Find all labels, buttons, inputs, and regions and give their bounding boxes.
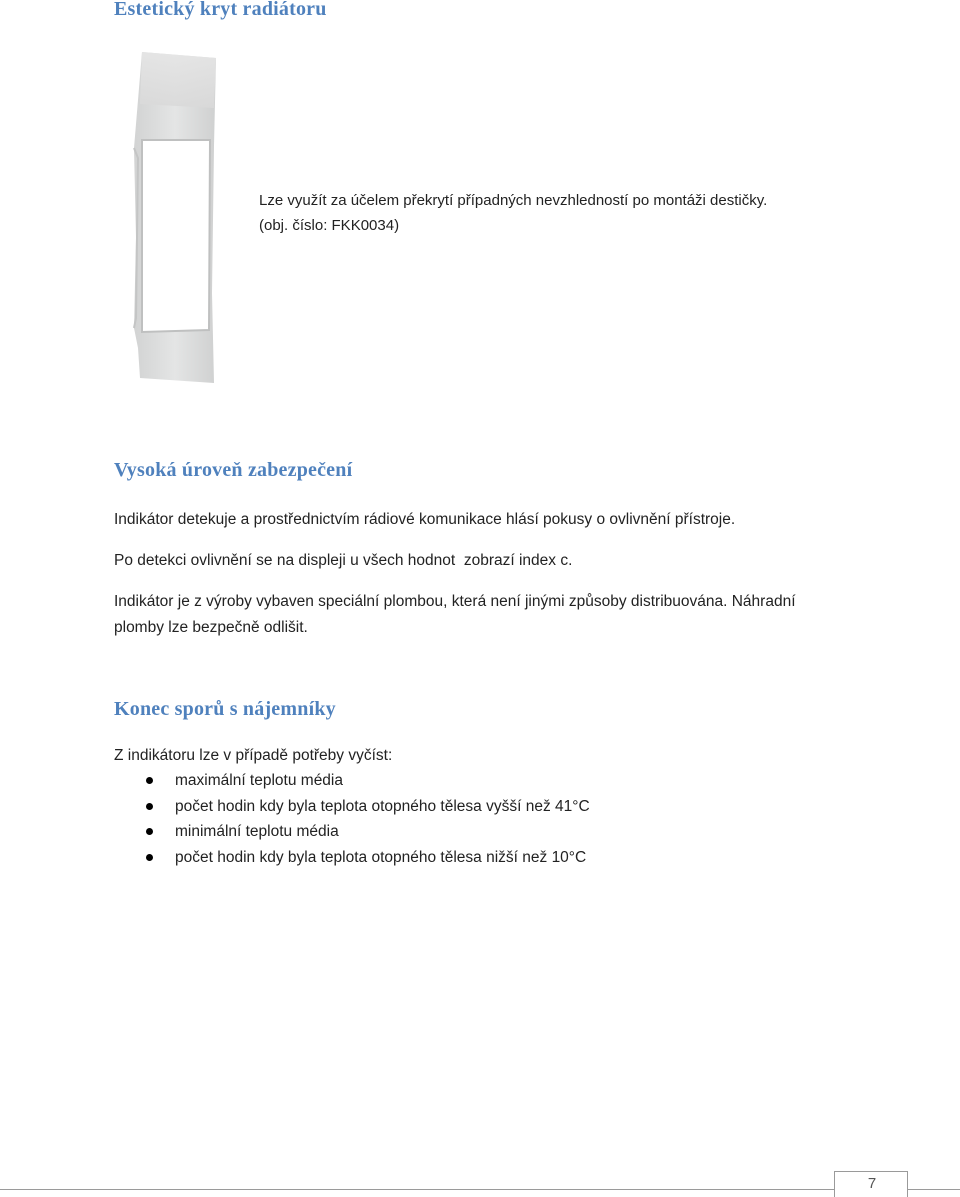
list-item: počet hodin kdy byla teplota otopného tělesa vyšší než 41°C xyxy=(114,794,590,820)
product-caption xyxy=(259,188,859,238)
tenants-intro: Z indikátoru lze v případě potřeby vyčíst: xyxy=(114,747,393,764)
radiator-cover-image xyxy=(132,48,222,386)
section-title-tenants: Konec sporů s nájemníky xyxy=(114,698,336,720)
list-item: minimální teplotu média xyxy=(114,819,590,845)
bullet-icon xyxy=(146,854,153,861)
bullet-icon xyxy=(146,803,153,810)
bullet-icon xyxy=(146,828,153,835)
bullet-icon xyxy=(146,777,153,784)
page-number: 7 xyxy=(867,1175,877,1192)
list-item: počet hodin kdy byla teplota otopného tělesa nižší než 10°C xyxy=(114,845,590,871)
footer-divider xyxy=(0,1189,960,1190)
section-title-security: Vysoká úroveň zabezpečení xyxy=(114,459,353,481)
product-caption-line1: Lze využít za účelem překrytí případných nevzhledností po montáži destičky. xyxy=(259,192,768,209)
security-paragraph-2: Po detekci ovlivnění se na displeji u všech hodnot zobrazí index c. xyxy=(114,552,573,569)
section-title-cover: Estetický kryt radiátoru xyxy=(114,0,327,20)
page-number-box xyxy=(834,1171,908,1197)
readout-list xyxy=(114,768,590,870)
security-paragraph-3: Indikátor je z výroby vybaven speciální plombou, která není jinými způsoby distribuována. Náhradní plomby lze bezpečně odlišit. xyxy=(114,593,796,636)
product-order-number: (obj. číslo: FKK0034) xyxy=(259,217,400,234)
list-item: maximální teplotu média xyxy=(114,768,590,794)
security-paragraph-1: Indikátor detekuje a prostřednictvím rádiové komunikace hlásí pokusy o ovlivnění přístroje. xyxy=(114,511,736,528)
